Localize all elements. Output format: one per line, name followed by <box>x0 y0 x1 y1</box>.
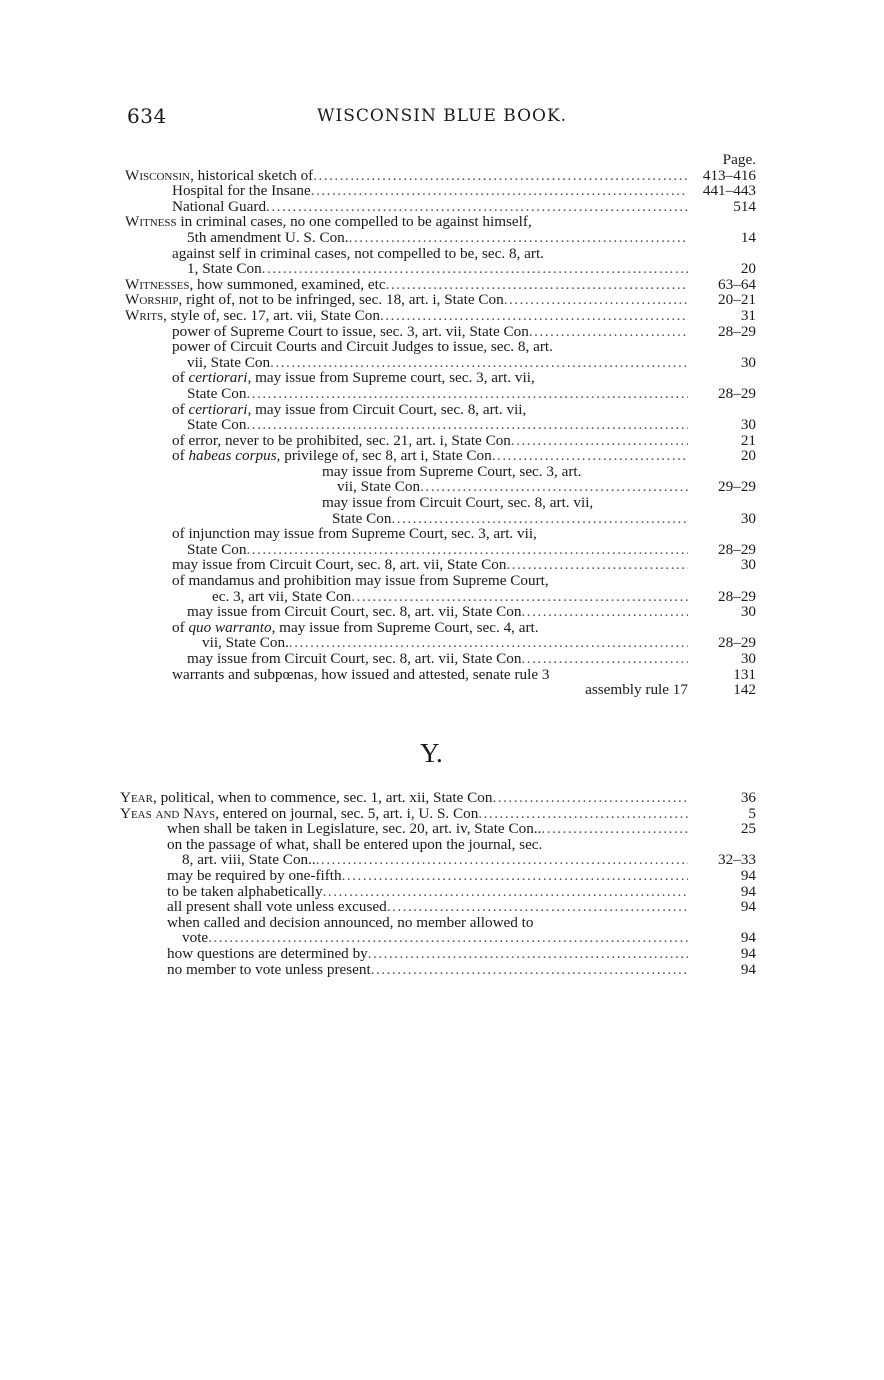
entry-line <box>120 946 688 962</box>
entry-line <box>125 464 688 480</box>
dot-leader <box>493 790 689 806</box>
entry-text: 8, art. viii, State Con.. <box>182 851 316 869</box>
page-reference: 441–443 <box>702 182 756 200</box>
dot-leader <box>246 386 688 402</box>
entry-line <box>125 682 688 698</box>
page-reference: 63–64 <box>718 275 756 293</box>
entry-text: no member to vote unless present <box>167 960 371 978</box>
page-reference: 30 <box>740 603 756 621</box>
entry-line <box>125 542 688 558</box>
entry-text: power of Circuit Courts and Circuit Judges to issue, sec. 8, art. <box>172 338 553 356</box>
page-reference: 20 <box>740 260 756 278</box>
dot-leader <box>420 479 688 495</box>
page-reference: 32–33 <box>718 851 756 869</box>
dot-leader <box>246 542 688 558</box>
entry-text: ec. 3, art vii, State Con <box>212 587 352 605</box>
index-entry <box>125 495 756 526</box>
entry-line <box>125 417 688 433</box>
entry-text: , entered on journal, sec. 5, art. i, U. S. Con <box>215 804 479 822</box>
index-entry <box>125 402 756 433</box>
entry-text: how questions are determined by <box>167 944 368 962</box>
entry-text: State Con <box>332 509 392 527</box>
entry-line <box>125 355 688 371</box>
page-column-header: Page. <box>722 151 756 168</box>
index-entry <box>125 246 756 277</box>
section-letter-heading: Y. <box>420 738 443 768</box>
entry-text: of mandamus and prohibition may issue from Supreme Court, <box>172 572 549 590</box>
dot-leader <box>368 946 688 962</box>
index-entry <box>125 308 756 324</box>
entry-text: , style of, sec. 17, art. vii, State Con <box>163 306 380 324</box>
entry-text: when called and decision announced, no member allowed to <box>167 913 534 931</box>
entry-heading: Witnesses <box>125 275 190 293</box>
entry-heading: Witness <box>125 213 177 231</box>
entry-line <box>125 261 688 277</box>
index-entry <box>125 448 756 464</box>
dot-leader <box>208 930 688 946</box>
dot-leader <box>529 324 688 340</box>
entry-heading: Year <box>120 789 153 806</box>
entry-text: of injunction may issue from Supreme Court, sec. 3, art. vii, <box>172 525 537 543</box>
entry-italic-term: certiorari <box>188 400 248 418</box>
entry-text: vote <box>182 929 209 947</box>
index-entry <box>120 821 756 837</box>
entry-line <box>120 930 688 946</box>
entry-text: of <box>172 369 189 387</box>
entry-line <box>120 962 688 978</box>
dot-leader <box>270 355 688 371</box>
page-reference: 30 <box>740 416 756 434</box>
entry-line <box>120 868 688 884</box>
dot-leader <box>289 635 688 651</box>
index-entry <box>125 214 756 245</box>
entry-text: National Guard <box>172 197 267 215</box>
page-reference: 94 <box>740 929 756 947</box>
entry-line <box>125 604 688 620</box>
entry-heading: Yeas and Nays <box>120 804 216 822</box>
index-section-w <box>125 152 756 698</box>
entry-line <box>125 308 688 324</box>
index-entry <box>120 868 756 884</box>
page-reference: 94 <box>740 882 756 900</box>
entry-line <box>125 199 688 215</box>
entry-line <box>125 433 688 449</box>
entry-text: of <box>172 447 189 465</box>
page-reference: 14 <box>740 228 756 246</box>
entry-line <box>125 246 688 262</box>
dot-leader <box>522 651 689 667</box>
index-entry <box>125 183 756 199</box>
page-reference: 20 <box>740 447 756 465</box>
index-entry <box>125 573 756 604</box>
dot-leader <box>541 821 688 837</box>
entry-text: may issue from Circuit Court, sec. 8, art. vii, State Con <box>187 650 522 667</box>
page-number: 634 <box>127 104 167 128</box>
dot-leader <box>311 183 688 199</box>
entry-text: in criminal cases, no one compelled to be against himself, <box>176 213 532 231</box>
entry-italic-term: quo warranto <box>188 618 272 636</box>
entry-heading: Wisconsin <box>125 166 191 184</box>
entry-line <box>120 899 688 915</box>
dot-leader <box>507 557 689 573</box>
dot-leader <box>386 277 688 293</box>
entry-text: , historical sketch of <box>190 166 314 184</box>
page-reference: 514 <box>733 197 756 215</box>
entry-line <box>125 573 688 589</box>
entry-text: , right of, not to be infringed, sec. 18, art. i, State Con <box>178 291 504 309</box>
index-entry <box>125 370 756 401</box>
entry-italic-term: certiorari <box>188 369 248 387</box>
dot-leader <box>492 448 688 464</box>
dot-leader <box>387 899 688 915</box>
page-reference: 31 <box>740 306 756 324</box>
entry-line <box>125 183 688 199</box>
page-reference: 94 <box>740 960 756 978</box>
entry-line <box>125 620 688 636</box>
index-entry <box>120 899 756 915</box>
entry-text: assembly rule 17 <box>585 681 688 699</box>
index-entry <box>125 292 756 308</box>
entry-text: may issue from Circuit Court, sec. 8, art. vii, State Con <box>187 603 522 621</box>
dot-leader <box>266 199 688 215</box>
index-entry <box>125 464 756 495</box>
dot-leader <box>522 604 689 620</box>
entry-line <box>125 589 688 605</box>
index-entry <box>125 682 756 698</box>
entry-text: State Con <box>187 416 247 434</box>
entry-text: may issue from Circuit Court, sec. 8, art. vii, State Con <box>172 556 507 574</box>
page-reference: 28–29 <box>718 384 756 402</box>
entry-line <box>125 324 688 340</box>
index-entry <box>125 168 756 184</box>
entry-line <box>125 448 688 464</box>
entry-text: against self in criminal cases, not compelled to be, sec. 8, art. <box>172 244 544 262</box>
entry-text: , political, when to commence, sec. 1, art. xii, State Con <box>152 789 493 806</box>
page-reference: 28–29 <box>718 540 756 558</box>
entry-line <box>125 386 688 402</box>
index-entry <box>120 806 756 822</box>
page-reference: 36 <box>740 789 756 806</box>
book-title: WISCONSIN BLUE BOOK. <box>317 106 568 126</box>
entry-text: vii, State Con <box>187 353 271 371</box>
dot-leader <box>246 417 688 433</box>
entry-text: power of Supreme Court to issue, sec. 3, art. vii, State Con <box>172 322 529 340</box>
entry-line <box>125 495 688 511</box>
index-entry <box>125 339 756 370</box>
page-reference: 21 <box>740 431 756 449</box>
entry-text: State Con <box>187 384 247 402</box>
index-entry <box>125 199 756 215</box>
page-reference: 20–21 <box>718 291 756 309</box>
page-reference: 131 <box>733 665 756 683</box>
dot-leader <box>351 589 688 605</box>
page-reference: 30 <box>740 650 756 667</box>
entry-text: , may issue from Circuit Court, sec. 8, art. vii, <box>247 400 527 418</box>
page-reference: 30 <box>740 556 756 574</box>
dot-leader <box>313 168 688 184</box>
entry-text: on the passage of what, shall be entered upon the journal, sec. <box>167 835 543 853</box>
entry-text: vii, State Con <box>337 478 421 496</box>
entry-text: vii, State Con. <box>202 634 289 652</box>
entry-text: Hospital for the Insane <box>172 182 311 200</box>
dot-leader <box>380 308 688 324</box>
entry-line <box>120 915 688 931</box>
entry-line <box>120 852 688 868</box>
page-reference: 5 <box>748 804 756 822</box>
page-reference: 94 <box>740 944 756 962</box>
index-entry <box>120 915 756 946</box>
dot-leader <box>323 884 688 900</box>
index-entry <box>125 651 756 667</box>
index-entry <box>120 884 756 900</box>
entry-line <box>125 370 688 386</box>
page-reference: 28–29 <box>718 587 756 605</box>
entry-text: 1, State Con <box>187 260 262 278</box>
index-entry <box>125 620 756 651</box>
page-reference: 30 <box>740 353 756 371</box>
page-reference: 29–29 <box>718 478 756 496</box>
index-entry <box>120 790 756 806</box>
index-entry <box>120 962 756 978</box>
entry-line <box>125 277 688 293</box>
entry-text: , privilege of, sec 8, art i, State Con <box>276 447 492 465</box>
page-reference: 30 <box>740 509 756 527</box>
entry-text: , how summoned, examined, etc <box>189 275 386 293</box>
entry-line <box>120 837 688 853</box>
index-entry <box>125 604 756 620</box>
entry-italic-term: habeas corpus <box>188 447 277 465</box>
entry-text: all present shall vote unless excused <box>167 898 387 916</box>
entry-text: may issue from Circuit Court, sec. 8, art. vii, <box>322 494 594 512</box>
dot-leader <box>262 261 688 277</box>
entry-heading: Worship <box>125 291 179 309</box>
dot-leader <box>391 511 688 527</box>
index-entry <box>125 526 756 557</box>
page-reference: 94 <box>740 898 756 916</box>
entry-line <box>120 806 688 822</box>
entry-line <box>120 821 688 837</box>
entry-line <box>125 339 688 355</box>
entry-line <box>125 214 688 230</box>
entry-line <box>120 790 688 806</box>
index-entry <box>125 277 756 293</box>
dot-leader <box>478 806 688 822</box>
page-reference: 94 <box>740 866 756 884</box>
entry-heading: Writs <box>125 306 164 324</box>
entry-line <box>125 230 688 246</box>
dot-leader <box>349 230 688 246</box>
page-reference: 25 <box>740 820 756 838</box>
index-entry <box>125 667 756 683</box>
dot-leader <box>342 868 688 884</box>
entry-text: 5th amendment U. S. Con. <box>187 228 349 246</box>
entry-line <box>125 511 688 527</box>
index-entry <box>120 837 756 868</box>
index-entry <box>120 946 756 962</box>
page-reference: 413–416 <box>702 166 756 184</box>
entry-text: may be required by one-fifth <box>167 866 342 884</box>
dot-leader <box>371 962 688 978</box>
dot-leader <box>511 433 688 449</box>
entry-line <box>125 479 688 495</box>
page-reference: 28–29 <box>718 322 756 340</box>
dot-leader <box>316 852 688 868</box>
entry-text: warrants and subpœnas, how issued and attested, senate rule 3 <box>172 665 550 683</box>
page-reference: 28–29 <box>718 634 756 652</box>
entry-text: when shall be taken in Legislature, sec. 20, art. iv, State Con.. <box>167 820 542 838</box>
entry-text: , may issue from Supreme court, sec. 3, art. vii, <box>247 369 535 387</box>
entry-text: of <box>172 618 189 636</box>
index-entry <box>125 433 756 449</box>
entry-text: of error, never to be prohibited, sec. 21, art. i, State Con <box>172 431 511 449</box>
entry-text: , may issue from Supreme Court, sec. 4, art. <box>271 618 539 636</box>
entry-text: State Con <box>187 540 247 558</box>
index-entry <box>125 557 756 573</box>
index-entry <box>125 324 756 340</box>
entry-text: of <box>172 400 189 418</box>
index-section-y <box>120 790 756 977</box>
entry-line <box>120 884 688 900</box>
entry-line <box>125 651 688 667</box>
entry-line <box>125 292 688 308</box>
entry-line <box>125 557 688 573</box>
page-reference: 142 <box>733 681 756 699</box>
entry-line <box>125 635 688 651</box>
entry-line <box>125 402 688 418</box>
entry-text: to be taken alphabetically <box>167 882 323 900</box>
entry-text: may issue from Supreme Court, sec. 3, art. <box>322 462 582 480</box>
entry-line <box>125 526 688 542</box>
entry-line <box>125 667 688 683</box>
dot-leader <box>504 292 688 308</box>
entry-line <box>125 168 688 184</box>
